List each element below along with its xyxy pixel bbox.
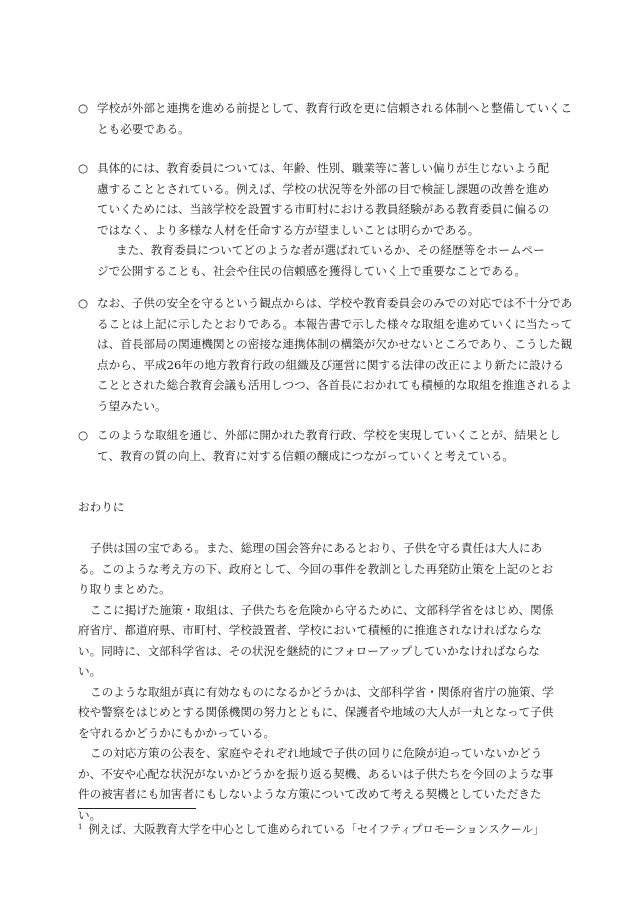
footnote-separator	[78, 808, 196, 809]
section-heading: おわりに	[78, 500, 125, 514]
bullet-paragraph-1	[78, 98, 575, 139]
conclusion-paragraph: 子供は国の宝である。また、総理の国会答弁にあるとおり、子供を守る責任は大人にある。このような考え方の下、政府として、今回の事件を教訓とした再発防止策を上記のとおり取りまとめた。	[78, 541, 554, 596]
bullet-continuation: また、教育委員についてどのような者が選ばれているか、その経歴等をホームページで公開することも、社会や住民の信頼感を獲得していく上で重要なことである。	[97, 243, 545, 278]
bullet-mark: ○	[78, 296, 89, 310]
footnote	[78, 818, 568, 839]
bullet-text: なお、子供の安全を守るという観点からは、学校や教育委員会のみでの対応では不十分であることは上記に示したとおりである。本報告書で示した様々な取組を進めていくに当たっては、首長部局の関連機関との密接な連携体制の構築が欠かせないところであり、こうした観点から、平成26年の地方教育行政の組織及び運営に関する法律の改正により新たに設けることとされた総合教育会議も活用しつつ、各首長におかれても積極的な取組を推進されるよう望みたい。	[97, 296, 573, 413]
conclusion-paragraph: このような取組が真に有効なものになるかどうかは、文部科学省・関係府省庁の施策、学校や警察をはじめとする関係機関の努力とともに、保護者や地域の大人が一丸となって子供を守れるかどうかにもかかっている。	[78, 684, 554, 740]
conclusion-body	[78, 538, 556, 825]
footnote-text: 例えば、大阪教育大学を中心として進められている「セイフティプロモーションスクール」	[88, 823, 545, 836]
bullet-mark: ○	[78, 161, 89, 175]
bullet-paragraph-4	[78, 425, 575, 466]
bullet-text: このような取組を通じ、外部に開かれた教育行政、学校を実現していくことが、結果として、教育の質の向上、教育に対する信頼の醸成につながっていくと考えている。	[97, 428, 561, 463]
bullet-paragraph-3	[78, 293, 575, 416]
bullet-text: 学校が外部と連携を進める前提として、教育行政を更に信頼される体制へと整備していくことも必要である。	[97, 101, 573, 136]
footnote-number: 1	[78, 823, 83, 831]
conclusion-paragraph: ここに掲げた施策・取組は、子供たちを危険から守るために、文部科学省をはじめ、関係府省庁、都道府県、市町村、学校設置者、学校において積極的に推進されなければならない。同時に、文部科学省は、その状況を継続的にフォローアップしていかなければならない。	[78, 602, 554, 678]
bullet-mark: ○	[78, 101, 89, 115]
bullet-mark: ○	[78, 428, 89, 442]
bullet-paragraph-2	[78, 158, 556, 281]
conclusion-paragraph: この対応方策の公表を、家庭やそれぞれ地域で子供の回りに危険が迫っていないかどうか、不安や心配な状況がないかどうかを振り返る契機、あるいは子供たちを今回のような事件の被害者にも加害者にもしないような方策について改めて考える契機としていただきたい。	[78, 746, 554, 822]
bullet-text: 具体的には、教育委員については、年齢、性別、職業等に著しい偏りが生じないよう配慮することとされている。例えば、学校の状況等を外部の目で検証し課題の改善を進めていくためには、当該学校を設置する市町村における教員経験がある教育委員に偏るのではなく、より多様な人材を任命する方が望ましいことは明らかである。	[97, 161, 550, 237]
